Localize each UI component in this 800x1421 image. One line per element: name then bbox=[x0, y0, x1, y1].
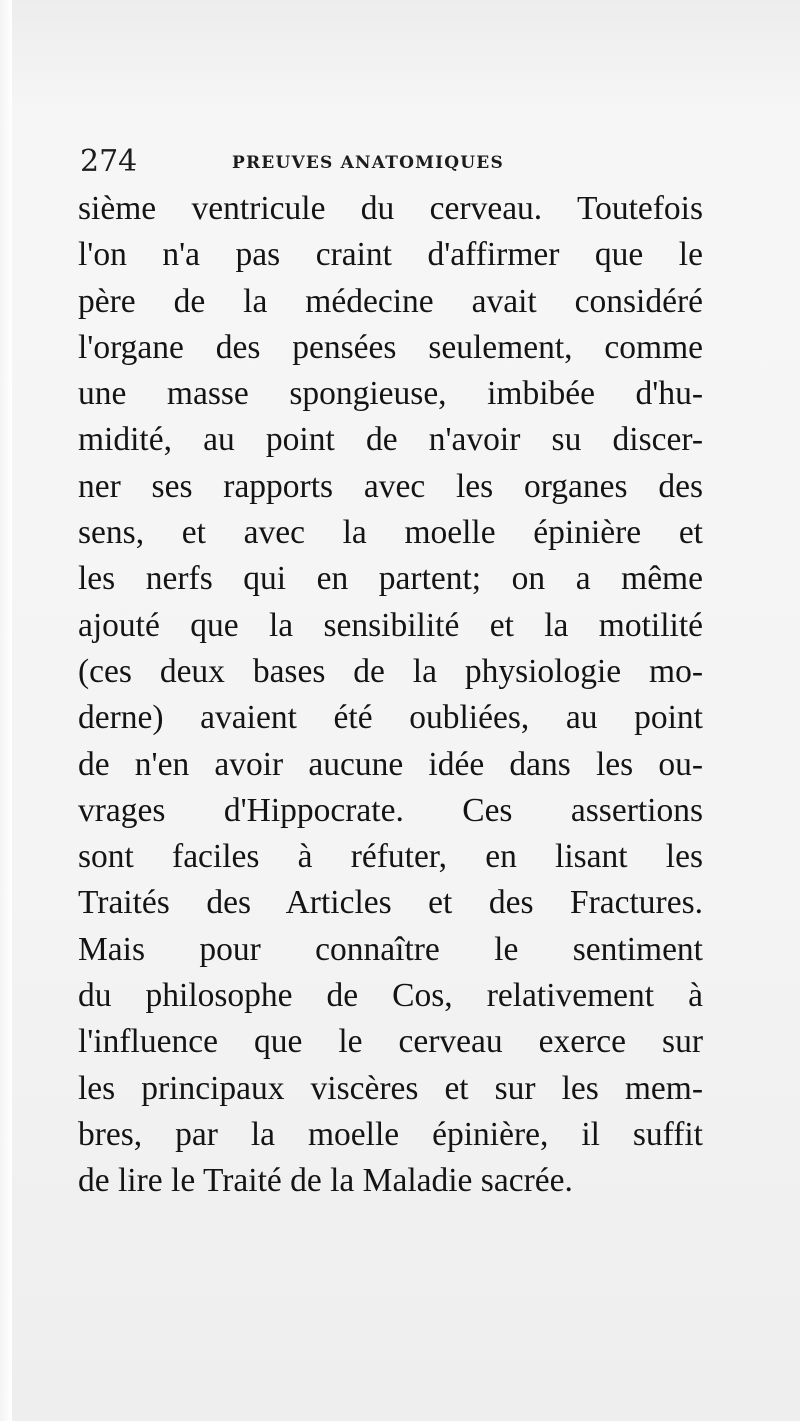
running-head bbox=[80, 143, 720, 183]
page-edge bbox=[0, 0, 12, 1421]
text-line: vrages d'Hippocrate. Ces assertions bbox=[78, 791, 703, 829]
text-line: midité, au point de n'avoir su discer- bbox=[78, 421, 703, 459]
text-line: l'on n'a pas craint d'affirmer que le bbox=[78, 236, 703, 274]
text-line: père de la médecine avait considéré bbox=[78, 282, 703, 320]
text-line: Traités des Articles et des Fractures. bbox=[78, 884, 703, 922]
text-line: (ces deux bases de la physiologie mo- bbox=[78, 652, 703, 690]
text-line: l'influence que le cerveau exerce sur bbox=[78, 1023, 703, 1061]
body-text bbox=[78, 186, 703, 1205]
text-line: derne) avaient été oubliées, au point bbox=[78, 699, 703, 737]
text-line: les nerfs qui en partent; on a même bbox=[78, 560, 703, 598]
text-line: du philosophe de Cos, relativement à bbox=[78, 977, 703, 1015]
text-line: de lire le Traité de la Maladie sacrée. bbox=[78, 1162, 573, 1200]
text-line: sens, et avec la moelle épinière et bbox=[78, 514, 703, 552]
running-head-title: PREUVES ANATOMIQUES bbox=[232, 153, 504, 173]
text-line: sième ventricule du cerveau. Toutefois bbox=[78, 190, 703, 227]
text-line: l'organe des pensées seulement, comme bbox=[78, 328, 703, 366]
text-line: les principaux viscères et sur les mem- bbox=[78, 1069, 703, 1107]
text-line: ner ses rapports avec les organes des bbox=[78, 467, 703, 505]
text-line: de n'en avoir aucune idée dans les ou- bbox=[78, 745, 703, 783]
text-line: bres, par la moelle épinière, il suffit bbox=[78, 1115, 703, 1153]
text-line: ajouté que la sensibilité et la motilité bbox=[78, 606, 703, 644]
text-line: une masse spongieuse, imbibée d'hu- bbox=[78, 375, 703, 413]
page-number: 274 bbox=[80, 144, 138, 179]
text-line: sont faciles à réfuter, en lisant les bbox=[78, 838, 703, 876]
text-line: Mais pour connaître le sentiment bbox=[78, 930, 703, 968]
